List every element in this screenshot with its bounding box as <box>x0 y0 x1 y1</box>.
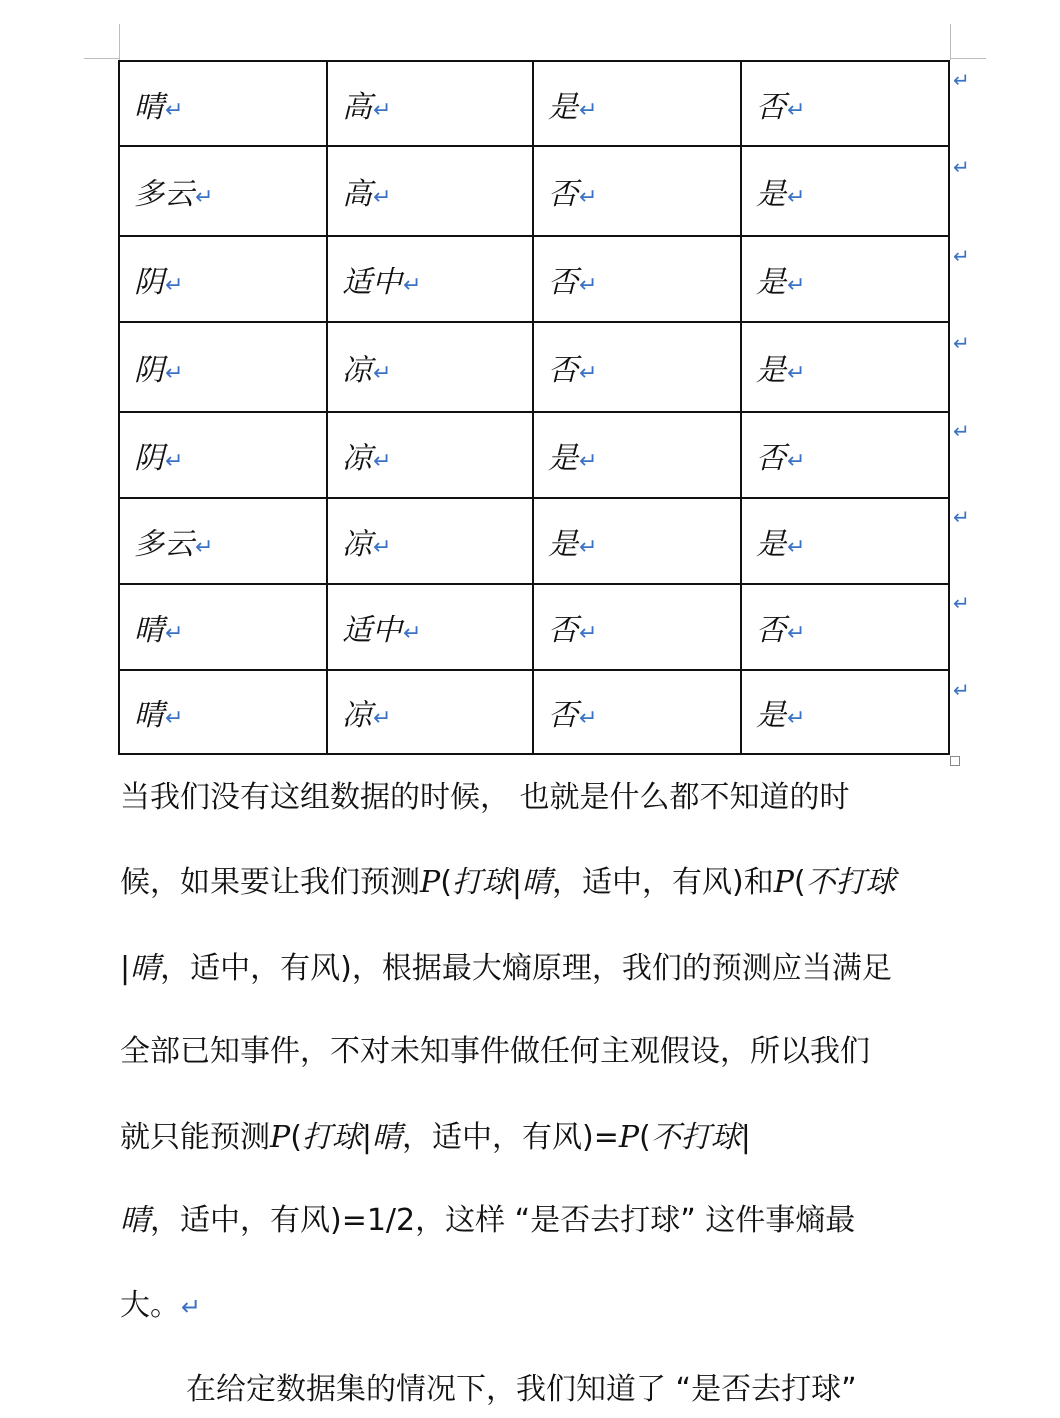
cell-text: 凉 <box>342 353 372 388</box>
italic-run: 不打球| <box>650 1120 751 1155</box>
cell-text: 多云 <box>134 177 194 212</box>
cell-text: 晴 <box>134 613 164 648</box>
paragraph-line <box>120 863 896 903</box>
row-end-mark: ↵ <box>953 591 970 615</box>
table-cell[interactable] <box>119 236 327 322</box>
cell-end-mark: ↵ <box>579 273 598 298</box>
table-cell[interactable] <box>119 146 327 236</box>
text-run: 在给定数据集的情况下，我们知道了 “是否去打球” <box>186 1372 857 1407</box>
cell-text: 是 <box>756 698 786 733</box>
cell-text: 否 <box>756 613 786 648</box>
cell-end-mark: ↵ <box>787 361 806 386</box>
cell-end-mark: ↵ <box>403 273 422 298</box>
crop-mark-right-horizontal <box>950 58 986 59</box>
cell-end-mark: ↵ <box>579 535 598 560</box>
table-cell[interactable] <box>533 146 741 236</box>
table-cell[interactable] <box>741 322 949 412</box>
paragraph-end-mark: ↵ <box>181 1293 202 1321</box>
math-symbol-p: P <box>773 865 794 900</box>
paragraph-line <box>120 778 850 818</box>
cell-end-mark: ↵ <box>373 535 392 560</box>
table-cell[interactable] <box>741 146 949 236</box>
table-cell[interactable] <box>533 670 741 754</box>
cell-end-mark: ↵ <box>373 706 392 731</box>
cell-text: 是 <box>756 527 786 562</box>
table-cell[interactable] <box>327 498 533 584</box>
cell-end-mark: ↵ <box>787 97 806 123</box>
table-row <box>119 322 949 412</box>
row-end-mark: ↵ <box>953 505 970 529</box>
text-run: ( <box>440 865 452 900</box>
paragraph-line <box>120 1286 201 1327</box>
table-cell[interactable] <box>327 584 533 670</box>
table-cell[interactable] <box>327 236 533 322</box>
table-cell[interactable] <box>741 61 949 146</box>
cell-text: 是 <box>548 89 578 125</box>
cell-text: 晴 <box>134 89 164 125</box>
text-run: 全部已知事件，不对未知事件做任何主观假设，所以我们 <box>120 1034 870 1069</box>
table-row <box>119 412 949 498</box>
weather-data-table[interactable] <box>118 60 950 755</box>
cell-end-mark: ↵ <box>165 97 184 123</box>
cell-text: 否 <box>548 698 578 733</box>
table-cell[interactable] <box>533 236 741 322</box>
cell-end-mark: ↵ <box>373 97 392 123</box>
table-row <box>119 670 949 754</box>
paragraph-line <box>120 949 892 989</box>
table-cell[interactable] <box>533 498 741 584</box>
table-cell[interactable] <box>533 61 741 146</box>
table-cell[interactable] <box>741 670 949 754</box>
table-cell[interactable] <box>119 584 327 670</box>
cell-text: 阴 <box>134 353 164 388</box>
cell-end-mark: ↵ <box>787 621 806 646</box>
italic-run: 打球|晴 <box>451 865 553 900</box>
cell-text: 否 <box>548 353 578 388</box>
cell-end-mark: ↵ <box>195 185 214 210</box>
row-end-mark: ↵ <box>953 244 970 268</box>
table-row <box>119 236 949 322</box>
table-cell[interactable] <box>327 146 533 236</box>
table-cell[interactable] <box>533 584 741 670</box>
cell-end-mark: ↵ <box>165 273 184 298</box>
table-cell[interactable] <box>327 670 533 754</box>
cell-end-mark: ↵ <box>373 449 392 474</box>
italic-run: 打球|晴 <box>301 1120 403 1155</box>
text-run: 大。 <box>120 1288 180 1323</box>
text-run: ，适中，有风)，根据最大熵原理，我们的预测应当满足 <box>160 951 892 986</box>
table-cell[interactable] <box>327 61 533 146</box>
table-cell[interactable] <box>533 412 741 498</box>
row-end-mark: ↵ <box>953 155 970 179</box>
cell-end-mark: ↵ <box>165 449 184 474</box>
table-cell[interactable] <box>741 236 949 322</box>
cell-text: 高 <box>342 89 372 125</box>
cell-text: 是 <box>756 353 786 388</box>
cell-end-mark: ↵ <box>165 621 184 646</box>
table-cell[interactable] <box>119 322 327 412</box>
table-row <box>119 61 949 146</box>
italic-run: 晴 <box>120 1203 150 1238</box>
math-symbol-p: P <box>618 1120 640 1155</box>
cell-text: 凉 <box>342 527 372 562</box>
cell-text: 晴 <box>134 698 164 733</box>
text-run: | <box>120 951 131 986</box>
cell-end-mark: ↵ <box>579 449 598 474</box>
cell-end-mark: ↵ <box>787 535 806 560</box>
row-end-mark: ↵ <box>953 419 970 443</box>
table-cell[interactable] <box>741 584 949 670</box>
table-cell[interactable] <box>533 322 741 412</box>
table-resize-handle[interactable] <box>950 756 960 766</box>
text-run: 就只能预测 <box>120 1120 270 1155</box>
table-row <box>119 146 949 236</box>
table-cell[interactable] <box>119 61 327 146</box>
crop-mark-left-horizontal <box>84 58 120 59</box>
cell-text: 阴 <box>134 441 164 476</box>
cell-text: 适中 <box>342 613 402 648</box>
text-run: ，适中，有风)=1/2，这样 “是否去打球” 这件事熵最 <box>150 1203 856 1238</box>
cell-text: 凉 <box>342 698 372 733</box>
table-cell[interactable] <box>119 412 327 498</box>
text-run: 候，如果要让我们预测 <box>120 865 420 900</box>
table-row <box>119 498 949 584</box>
cell-end-mark: ↵ <box>195 535 214 560</box>
cell-text: 否 <box>548 265 578 300</box>
cell-end-mark: ↵ <box>579 361 598 386</box>
cell-text: 否 <box>548 613 578 648</box>
paragraph-line <box>120 1032 870 1072</box>
cell-text: 否 <box>756 89 786 125</box>
cell-text: 是 <box>756 265 786 300</box>
cell-text: 否 <box>756 441 786 476</box>
paragraph-line <box>186 1370 857 1410</box>
text-run: ( <box>793 865 806 900</box>
cell-text: 是 <box>756 177 786 212</box>
table-row <box>119 584 949 670</box>
row-end-mark: ↵ <box>953 68 970 92</box>
cell-end-mark: ↵ <box>579 621 598 646</box>
text-run: ，适中，有风)和 <box>552 865 774 900</box>
table-cell[interactable] <box>119 670 327 754</box>
math-symbol-p: P <box>420 865 441 900</box>
row-end-mark: ↵ <box>953 331 970 355</box>
text-run: ( <box>639 1120 651 1155</box>
cell-text: 是 <box>548 527 578 562</box>
italic-run: 不打球 <box>805 865 896 900</box>
cell-text: 凉 <box>342 441 372 476</box>
cell-end-mark: ↵ <box>579 185 598 210</box>
table-cell[interactable] <box>741 412 949 498</box>
table-cell[interactable] <box>119 498 327 584</box>
cell-end-mark: ↵ <box>403 621 422 646</box>
crop-mark-left-vertical <box>119 24 120 60</box>
cell-text: 适中 <box>342 265 402 300</box>
cell-end-mark: ↵ <box>373 361 392 386</box>
table-cell[interactable] <box>327 322 533 412</box>
crop-mark-right-vertical <box>950 24 951 60</box>
cell-end-mark: ↵ <box>165 706 184 731</box>
table-cell[interactable] <box>327 412 533 498</box>
cell-text: 多云 <box>134 527 194 562</box>
paragraph-line <box>120 1118 751 1158</box>
cell-end-mark: ↵ <box>579 97 598 123</box>
italic-run: 晴 <box>130 951 161 986</box>
table-cell[interactable] <box>741 498 949 584</box>
cell-text: 否 <box>548 177 578 212</box>
math-symbol-p: P <box>270 1120 291 1155</box>
text-run: 当我们没有这组数据的时候， 也就是什么都不知道的时 <box>120 780 850 815</box>
cell-end-mark: ↵ <box>787 273 806 298</box>
paragraph-line <box>120 1201 855 1241</box>
cell-text: 高 <box>342 177 372 212</box>
cell-end-mark: ↵ <box>787 706 806 731</box>
cell-text: 阴 <box>134 265 164 300</box>
cell-end-mark: ↵ <box>787 185 806 210</box>
cell-text: 是 <box>548 441 578 476</box>
cell-end-mark: ↵ <box>373 185 392 210</box>
cell-end-mark: ↵ <box>787 449 806 474</box>
text-run: ，适中，有风)= <box>402 1120 619 1155</box>
cell-end-mark: ↵ <box>165 361 184 386</box>
row-end-mark: ↵ <box>953 678 970 702</box>
text-run: ( <box>290 1120 302 1155</box>
cell-end-mark: ↵ <box>579 706 598 731</box>
